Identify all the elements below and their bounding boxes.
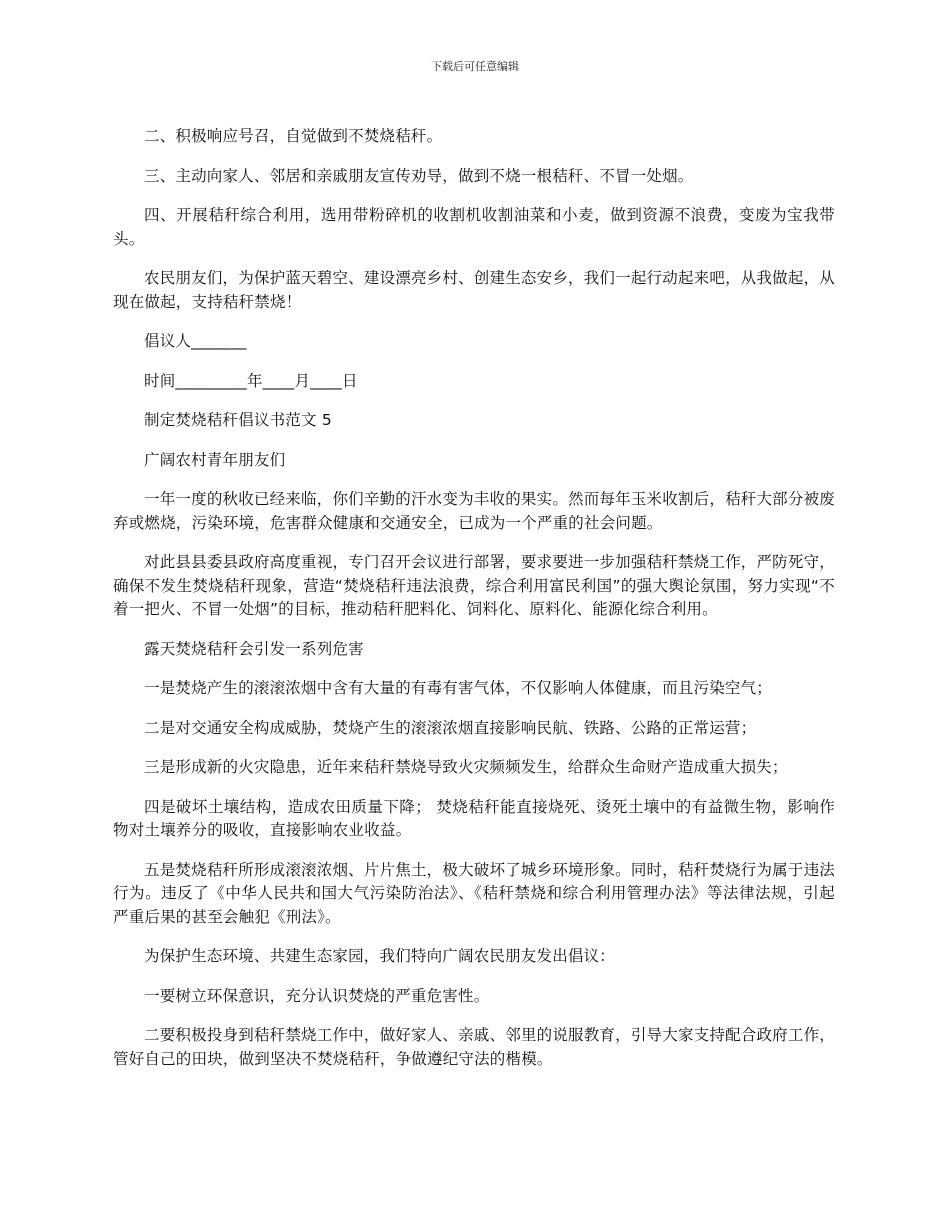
paragraph: 二、积极响应号召，自觉做到不焚烧秸秆。 [144, 127, 443, 145]
paragraph: 一是焚烧产生的滚滚浓烟中含有大量的有毒有害气体，不仅影响人体健康，而且污染空气； [144, 679, 773, 697]
document-body [113, 125, 835, 1087]
date-line: 时间_________年____月____日 [144, 371, 358, 390]
paragraph: 三是形成新的火灾隐患，近年来秸秆禁烧导致火灾频频发生，给群众生命财产造成重大损失； [144, 758, 788, 776]
paragraph: 二是对交通安全构成威胁，焚烧产生的滚滚浓烟直接影响民航、铁路、公路的正常运营； [144, 718, 757, 737]
salutation: 广阔农村青年朋友们 [144, 450, 286, 469]
paragraph: 四是破坏土壤结构，造成农田质量下降； 焚烧秸秆能直接烧死、烫死土壤中的有益微生物，影响作物对土壤养分的吸收，直接影响农业收益。 [113, 797, 835, 839]
paragraph: 三、主动向家人、邻居和亲戚朋友宣传劝导，做到不烧一根秸秆、不冒一处烟。 [144, 166, 694, 185]
paragraph: 五是焚烧秸秆所形成滚滚浓烟、片片焦土，极大破坏了城乡环境形象。同时，秸秆焚烧行为属于违法行为。违反了《中华人民共和国大气污染防治法》、《秸秆禁烧和综合利用管理办法》等法律法规，引起严重后果的甚至会触犯《刑法》。 [113, 860, 835, 926]
paragraph: 为保护生态环境、共建生态家园，我们特向广阔农民朋友发出倡议： [144, 947, 616, 965]
paragraph: 二要积极投身到秸秆禁烧工作中，做好家人、亲戚、邻里的说服教育，引导大家支持配合政府工作，管好自己的田块，做到坚决不焚烧秸秆，争做遵纪守法的楷模。 [113, 1026, 835, 1068]
section-title: 制定焚烧秸秆倡议书范文 5 [144, 411, 332, 429]
page-header: 下载后可任意编辑 [431, 60, 519, 73]
subheading: 露天焚烧秸秆会引发一系列危害 [144, 639, 364, 658]
paragraph: 四、开展秸秆综合利用，选用带粉碎机的收割机收割油菜和小麦，做到资源不浪费，变废为宝我带头。 [113, 206, 835, 248]
paragraph: 对此县县委县政府高度重视，专门召开会议进行部署，要求要进一步加强秸秆禁烧工作，严防死守，确保不发生焚烧秸秆现象，营造“焚烧秸秆违法浪费，综合利用富民利国”的强大舆论氛围，努力实现“不着一把火、不冒一处烟”的目标，推动秸秆肥料化、饲料化、原料化、能源化综合利用。 [113, 553, 835, 618]
paragraph: 一要树立环保意识，充分认识焚烧的严重危害性。 [144, 986, 490, 1005]
paragraph: 农民朋友们，为保护蓝天碧空、建设漂亮乡村、创建生态安乡，我们一起行动起来吧，从我做起，从现在做起，支持秸秆禁烧！ [113, 269, 835, 311]
paragraph: 一年一度的秋收已经来临，你们辛勤的汗水变为丰收的果实。然而每年玉米收割后，秸秆大部分被废弃或燃烧，污染环境，危害群众健康和交通安全，已成为一个严重的社会问题。 [113, 490, 835, 532]
signature-line: 倡议人_______ [144, 332, 247, 350]
